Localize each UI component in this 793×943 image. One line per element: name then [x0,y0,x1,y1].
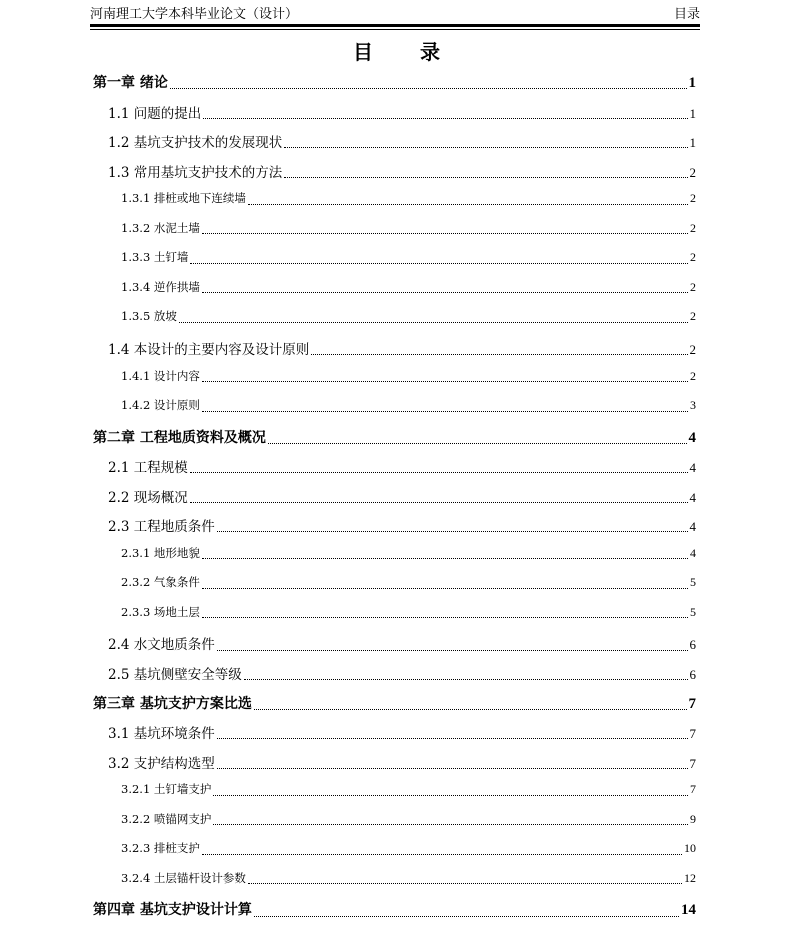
toc-entry[interactable] [93,693,696,713]
toc-entry-label: 1.3 常用基坑支护技术的方法 [108,164,283,181]
toc-leader-dots [217,522,688,532]
toc-entry-page-number: 4 [689,460,696,476]
toc-entry[interactable] [108,456,696,476]
toc-entry-label: 第三章 基坑支护方案比选 [93,695,252,712]
toc-leader-dots [202,403,688,412]
toc-entry-page-number: 3 [690,398,696,413]
toc-entry-page-number: 7 [689,726,696,742]
toc-entry[interactable] [93,427,696,447]
toc-entry-label: 1.3.2 水泥土墙 [121,220,200,235]
toc-entry[interactable] [108,486,696,506]
toc-entry[interactable] [108,102,696,122]
toc-entry[interactable] [121,397,696,413]
toc-entry[interactable] [121,190,696,206]
toc-entry-page-number: 2 [690,279,696,294]
toc-entry-label: 3.1 基坑环境条件 [108,726,215,743]
toc-leader-dots [170,79,687,90]
toc-leader-dots [213,816,688,825]
toc-entry-label: 1.1 问题的提出 [108,105,202,122]
toc-entry[interactable] [108,338,696,358]
header-university-title: 河南理工大学本科毕业论文（设计） [90,6,299,22]
toc-entry-page-number: 4 [690,545,696,560]
toc-entry[interactable] [108,752,696,772]
toc-entry-page-number: 4 [689,519,696,535]
toc-entry-page-number: 7 [690,782,696,797]
toc-entry-page-number: 2 [690,368,696,383]
toc-entry-label: 2.5 基坑侧壁安全等级 [108,667,242,683]
toc-leader-dots [254,699,687,710]
toc-entry-page-number: 7 [689,755,696,771]
toc-entry-page-number: 4 [688,429,696,446]
toc-entry-page-number: 12 [684,870,696,885]
toc-leader-dots [217,640,688,650]
toc-entry-label: 2.1 工程规模 [108,460,188,477]
header-section-name: 目录 [673,6,700,22]
toc-leader-dots [202,225,688,234]
toc-entry-page-number: 7 [688,695,696,712]
toc-entry-page-number: 1 [689,105,696,121]
toc-entry[interactable] [108,722,696,742]
toc-entry[interactable] [121,574,696,590]
toc-entry[interactable] [121,840,696,856]
toc-entry-label: 1.2 基坑支护技术的发展现状 [108,135,283,152]
toc-entry[interactable] [121,279,696,295]
toc-leader-dots [190,255,688,264]
toc-entry[interactable] [121,220,696,236]
toc-entry-label: 1.3.4 逆作拱墙 [121,279,200,294]
toc-entry-page-number: 9 [690,811,696,826]
toc-entry-label: 1.3.5 放坡 [121,309,177,324]
toc-leader-dots [202,284,688,293]
toc-leader-dots [268,433,687,444]
toc-entry[interactable] [121,604,696,620]
toc-entry[interactable] [93,72,696,92]
toc-leader-dots [284,138,687,148]
toc-entry-page-number: 1 [688,75,696,91]
toc-leader-dots [190,492,688,502]
toc-leader-dots [202,580,688,589]
toc-leader-dots [248,875,682,884]
toc-entry-page-number: 1 [689,135,696,151]
toc-entry-page-number: 2 [690,309,696,324]
toc-entry-label: 2.4 水文地质条件 [108,637,215,654]
toc-entry[interactable] [121,811,696,827]
toc-leader-dots [248,196,688,205]
toc-leader-dots [202,846,682,855]
toc-leader-dots [179,314,688,323]
toc-entry-label: 3.2.3 排桩支护 [121,841,200,856]
toc-entry-label: 3.2.2 喷锚网支护 [121,811,212,826]
toc-entry[interactable] [121,870,696,886]
toc-entry-page-number: 4 [689,489,696,505]
toc-entry-label: 2.3.3 场地土层 [121,604,200,619]
toc-entry-label: 3.2.4 土层锚杆设计参数 [121,870,246,885]
toc-leader-dots [244,670,688,680]
toc-entry-label: 3.2 支护结构选型 [108,755,215,772]
toc-entry[interactable] [108,131,696,151]
toc-entry-label: 2.2 现场概况 [108,489,188,506]
page-title: 目 录 [353,40,460,64]
toc-leader-dots [190,463,688,473]
toc-entry-label: 第二章 工程地质资料及概况 [93,429,266,446]
toc-entry[interactable] [93,899,696,919]
toc-entry-label: 2.3.1 地形地貌 [121,545,200,560]
toc-entry-label: 3.2.1 土钉墙支护 [121,782,212,797]
toc-entry-label: 1.4.1 设计内容 [121,368,200,383]
toc-entry-page-number: 14 [681,902,696,919]
toc-entry[interactable] [108,161,696,181]
toc-entry-label: 第四章 基坑支护设计计算 [93,902,252,919]
toc-entry-page-number: 5 [690,575,696,590]
toc-leader-dots [311,345,687,355]
toc-entry-label: 2.3 工程地质条件 [108,519,215,536]
toc-entry-label: 1.3.3 土钉墙 [121,250,189,265]
toc-entry-label: 1.4 本设计的主要内容及设计原则 [108,341,310,358]
toc-entry-page-number: 2 [689,164,696,180]
toc-entry-page-number: 5 [690,604,696,619]
toc-entry[interactable] [121,308,696,324]
toc-leader-dots [254,906,679,917]
toc-leader-dots [202,373,688,382]
toc-entry-label: 1.3.1 排桩或地下连续墙 [121,191,246,206]
toc-leader-dots [203,108,687,118]
toc-entry-label: 2.3.2 气象条件 [121,575,200,590]
toc-entry[interactable] [108,663,696,683]
toc-entry-page-number: 2 [689,341,696,357]
toc-entry-label: 第一章 绪论 [93,75,168,91]
toc-entry[interactable] [108,515,696,535]
toc-leader-dots [284,167,687,177]
toc-entry-page-number: 2 [690,250,696,265]
toc-entry-page-number: 6 [689,667,696,682]
toc-entry[interactable] [108,633,696,653]
toc-entry-page-number: 2 [690,220,696,235]
toc-leader-dots [202,550,688,559]
toc-entry-page-number: 2 [690,191,696,206]
toc-leader-dots [213,787,688,796]
toc-entry-page-number: 6 [689,637,696,653]
toc-leader-dots [202,609,688,618]
toc-entry-page-number: 10 [684,841,696,856]
toc-entry-label: 1.4.2 设计原则 [121,398,200,413]
toc-leader-dots [217,758,688,768]
toc-entry[interactable] [121,545,696,561]
toc-entry[interactable] [121,249,696,265]
toc-leader-dots [217,729,688,739]
toc-entry[interactable] [121,368,696,384]
toc-entry[interactable] [121,781,696,797]
